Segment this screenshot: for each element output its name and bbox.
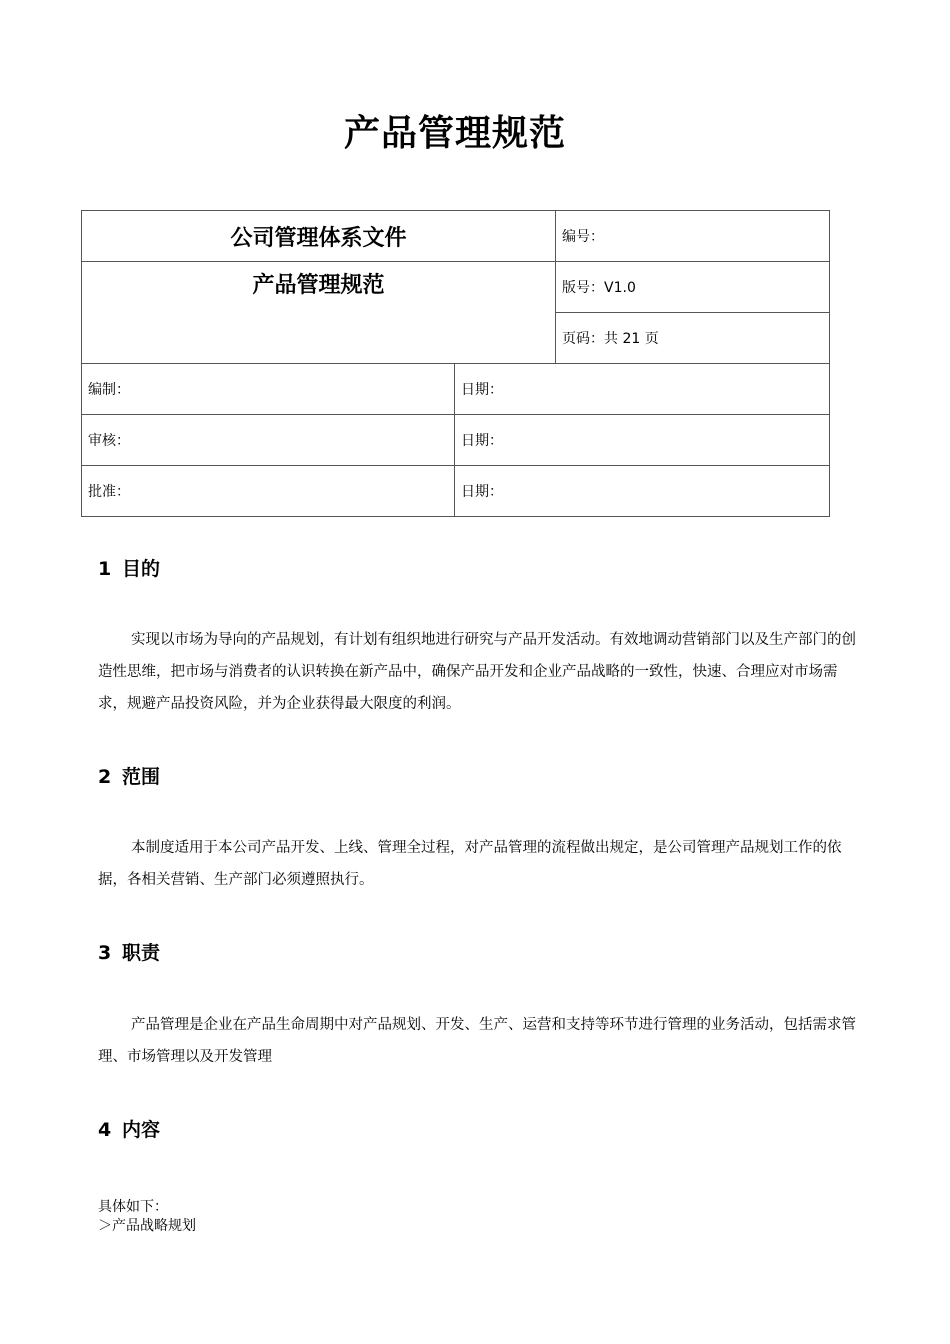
section-number: 1 — [98, 558, 112, 580]
section-body-purpose: 实现以市场为导向的产品规划，有计划有组织地进行研究与产品开发活动。有效地调动营销部门以及生产部门的创造性思维，把市场与消费者的认识转换在新产品中，确保产品开发和企业产品战略的一致性，快速、合理应对市场需求，规避产品投资风险，并为企业获得最大限度的利润。 — [98, 632, 856, 712]
document-number-cell: 编号： — [556, 211, 830, 262]
section-heading-purpose — [98, 554, 160, 581]
section-number: 2 — [98, 766, 112, 788]
section-body-responsibility: 产品管理是企业在产品生命周期中对产品规划、开发、生产、运营和支持等环节进行管理的业务活动，包括需求管理、市场管理以及开发管理 — [98, 1017, 856, 1065]
section-heading-content — [98, 1115, 160, 1142]
reviewed-by-cell: 审核： — [82, 415, 455, 466]
section-body-scope: 本制度适用于本公司产品开发、上线、管理全过程，对产品管理的流程做出规定，是公司管理产品规划工作的依据，各相关营销、生产部门必须遵照执行。 — [98, 840, 842, 888]
prepared-date-cell: 日期： — [455, 364, 830, 415]
document-info-table — [81, 210, 830, 517]
version-cell: 版号：V1.0 — [556, 262, 830, 313]
spec-name-cell: 产品管理规范 — [82, 262, 556, 364]
section-heading-responsibility — [98, 938, 160, 965]
content-intro-line: 具体如下： — [98, 1199, 168, 1215]
section-title: 职责 — [122, 942, 161, 964]
section-title: 目的 — [122, 558, 161, 580]
page-count-cell: 页码：共 21 页 — [556, 313, 830, 364]
page-title: 产品管理规范 — [343, 113, 566, 154]
approved-date-cell: 日期： — [455, 466, 830, 517]
approved-by-cell: 批准： — [82, 466, 455, 517]
prepared-by-cell: 编制： — [82, 364, 455, 415]
section-number: 3 — [98, 942, 112, 964]
section-heading-scope — [98, 762, 160, 789]
system-name-cell: 公司管理体系文件 — [82, 211, 556, 262]
reviewed-date-cell: 日期： — [455, 415, 830, 466]
section-title: 内容 — [122, 1119, 161, 1141]
section-number: 4 — [98, 1119, 112, 1141]
content-list-item: ＞产品战略规划 — [98, 1218, 196, 1234]
section-title: 范围 — [122, 766, 161, 788]
